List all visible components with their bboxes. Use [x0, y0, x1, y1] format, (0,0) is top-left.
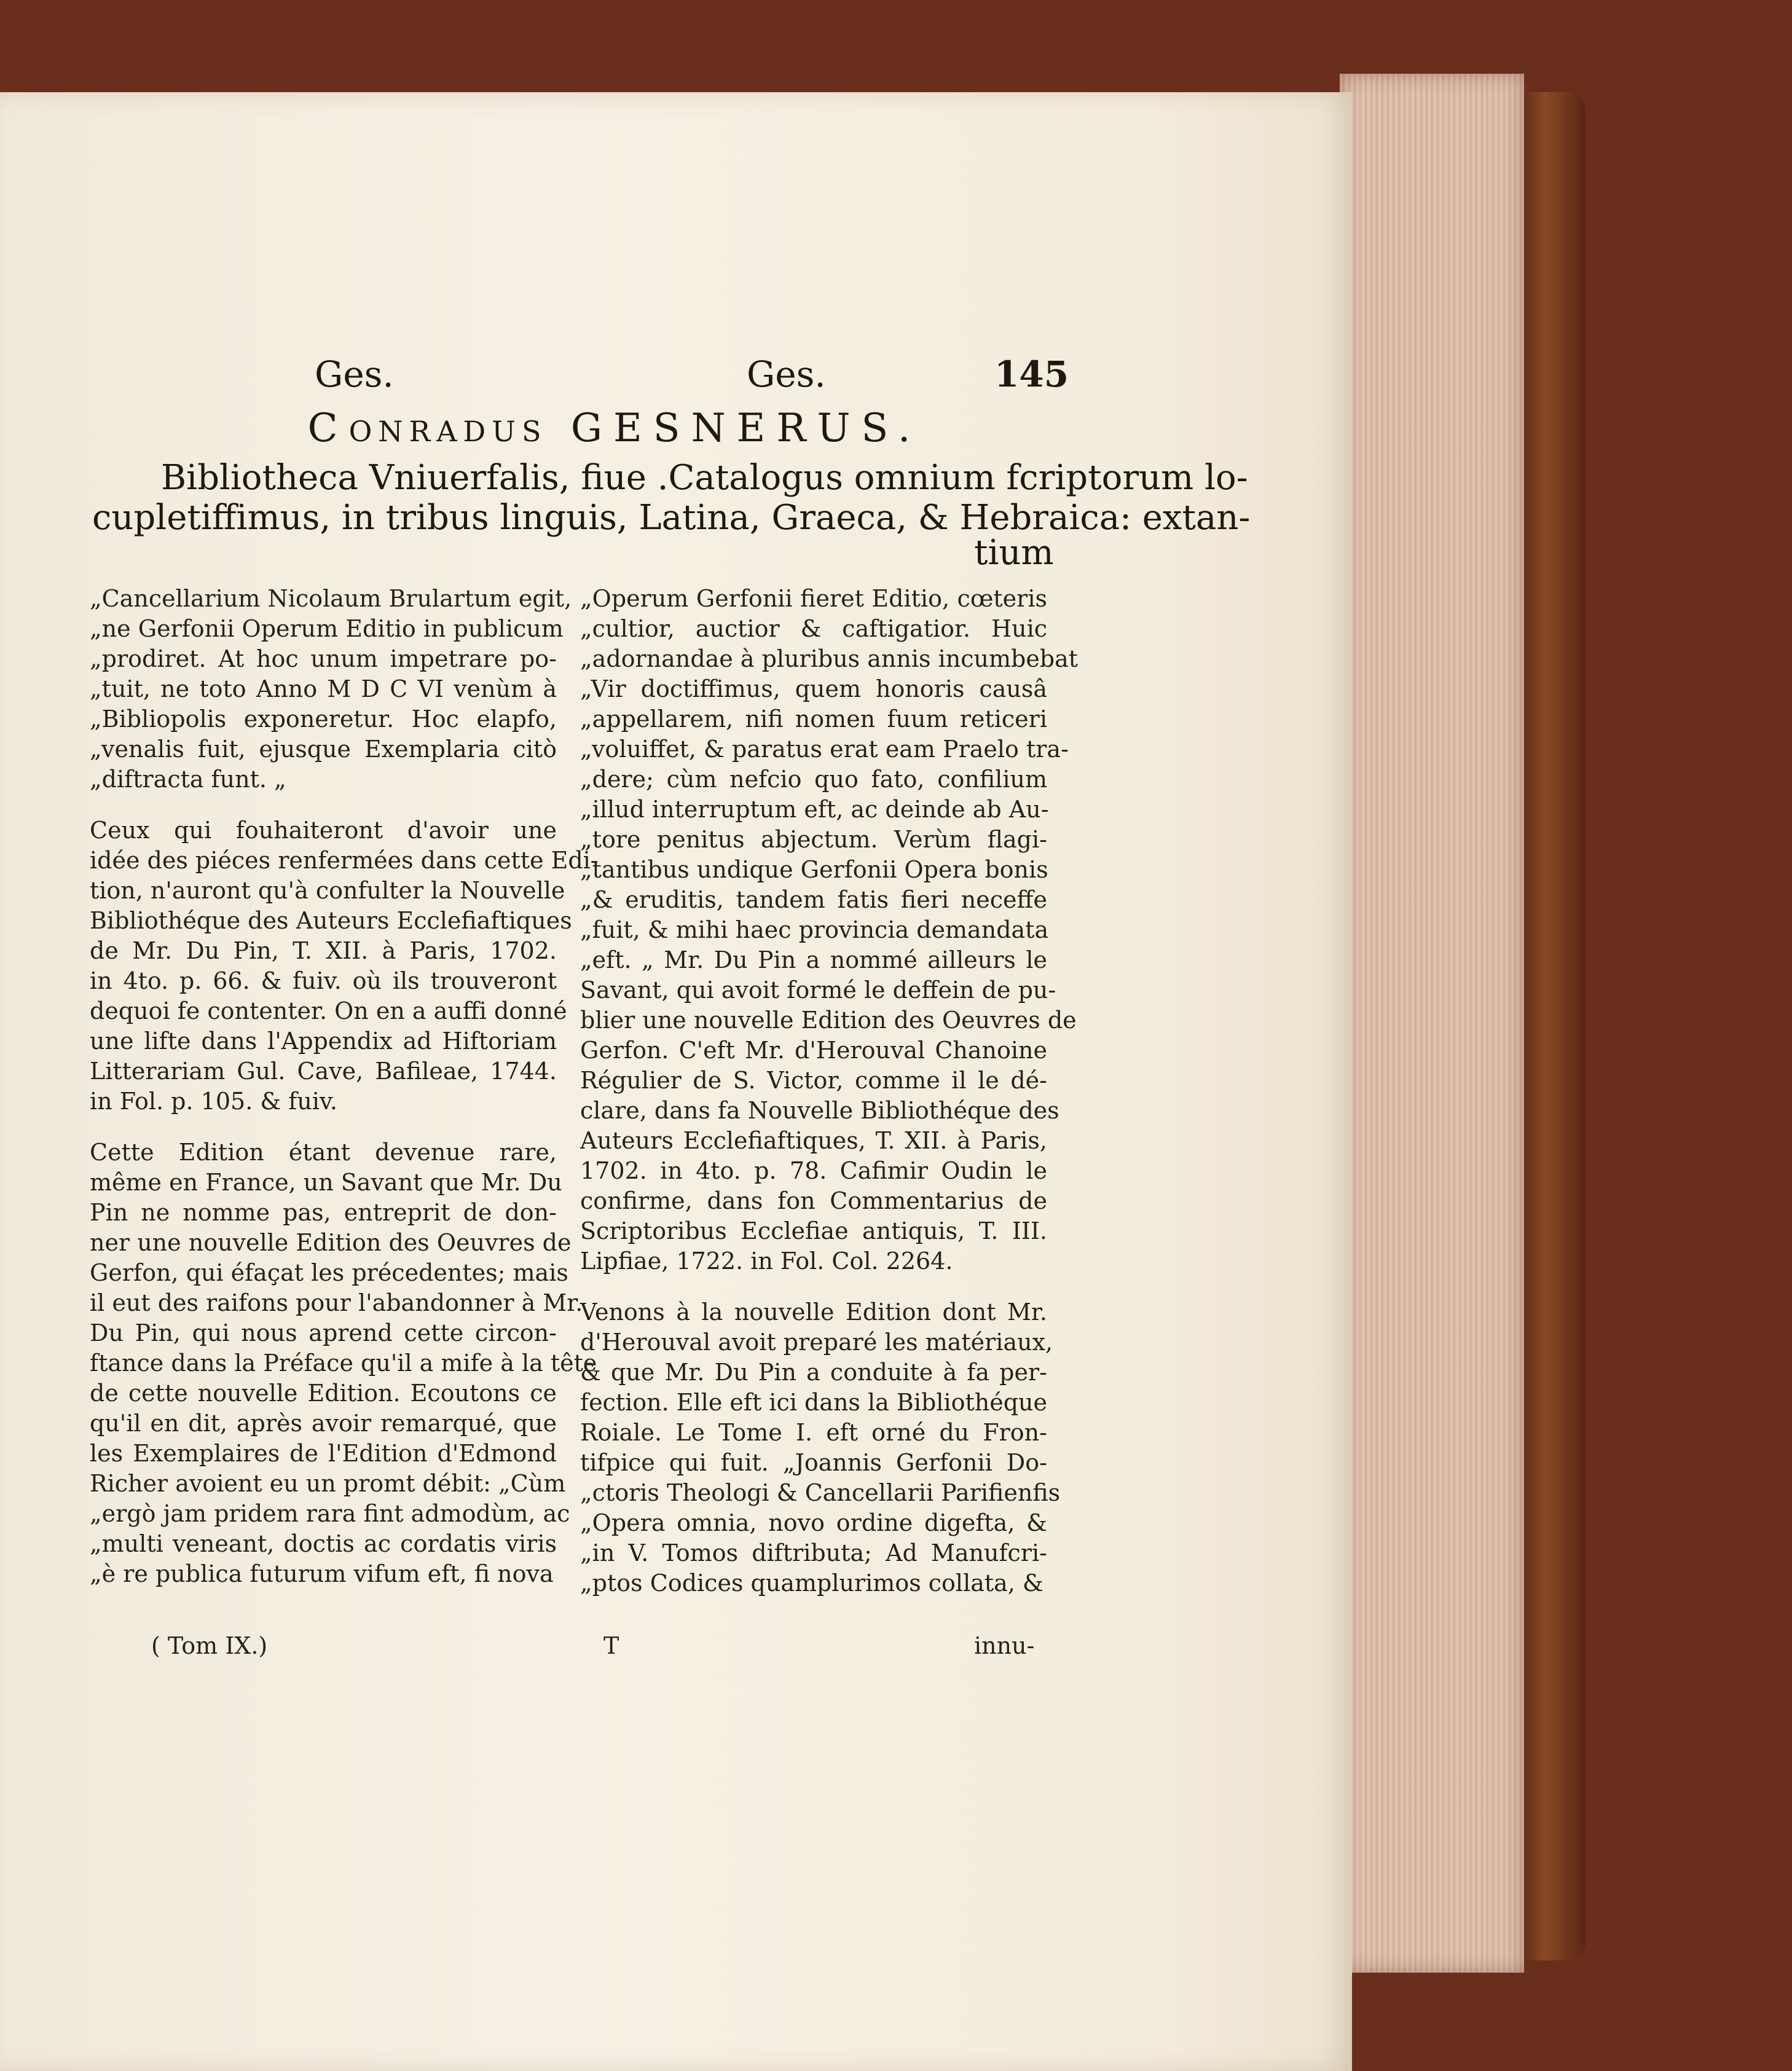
text-line: Régulier de S. Victor, comme il le dé- [580, 1067, 1047, 1094]
page-number: 145 [994, 353, 1069, 395]
page-block-edge [1340, 74, 1524, 1973]
text-line: clare, dans fa Nouvelle Bibliothéque des [580, 1097, 1059, 1124]
text-line: „ergò jam pridem rara fint admodùm, ac [90, 1500, 570, 1527]
text-line: idée des piéces renfermées dans cette Edi- [90, 847, 599, 874]
text-line: Lipfiae, 1722. in Fol. Col. 2264. [580, 1248, 953, 1275]
left-column [90, 584, 599, 1589]
right-paragraph [580, 1297, 1061, 1598]
text-line: Roiale. Le Tome I. eft orné du Fron- [580, 1419, 1047, 1446]
text-line: „tantibus undique Gerfonii Opera bonis [580, 856, 1048, 883]
title-initial: C [307, 406, 349, 451]
text-line: il eut des raifons pour l'abandonner à Mr. [90, 1289, 583, 1316]
text-line: „multi veneant, doctis ac cordatis viris [90, 1530, 557, 1557]
right-column [580, 584, 1079, 1598]
text-line: & que Mr. Du Pin a conduite à fa per- [580, 1359, 1047, 1386]
text-line: qu'il en dit, après avoir remarqué, que [90, 1410, 557, 1437]
text-line: 1702. in 4to. p. 78. Cafimir Oudin le [580, 1157, 1047, 1184]
text-line: Bibliothéque des Auteurs Ecclefiaftiques [90, 907, 572, 934]
text-line: ftance dans la Préface qu'il a mife à la tête [90, 1350, 597, 1377]
text-line: Gerfon. C'eft Mr. d'Herouval Chanoine [580, 1037, 1047, 1064]
paragraph-gap [90, 1117, 557, 1138]
text-line: Venons à la nouvelle Edition dont Mr. [580, 1299, 1047, 1326]
text-line: „adornandae à pluribus annis incumbebat [580, 645, 1079, 672]
volume-note: ( Tom IX.) [151, 1632, 268, 1659]
heading-line-2: cupletiffimus, in tribus linguis, Latina, Graeca, & Hebraica: extan- [92, 498, 1251, 538]
text-line: confirme, dans fon Commentarius de [580, 1187, 1047, 1214]
text-line: Ceux qui fouhaiteront d'avoir une [90, 817, 557, 844]
heading-line-3: tium [974, 533, 1054, 573]
text-line: „Operum Gerfonii fieret Editio, cœteris [580, 585, 1047, 612]
running-head-left: Ges. [315, 353, 394, 395]
text-line: d'Herouval avoit preparé les matériaux, [580, 1329, 1053, 1356]
text-line: „tuit, ne toto Anno M D C VI venùm à [90, 675, 557, 702]
heading-line-1: Bibliotheca Vniuerfalis, fiue .Catalogus omnium fcriptorum lo- [161, 458, 1248, 498]
signature-mark: T [603, 1632, 619, 1659]
paragraph-gap [580, 1276, 1047, 1297]
text-line: les Exemplaires de l'Edition d'Edmond [90, 1440, 557, 1467]
book-page [0, 92, 1352, 2071]
text-line: in Fol. p. 105. & fuiv. [90, 1088, 337, 1115]
text-line: „Vir doctiffimus, quem honoris causâ [580, 675, 1047, 702]
text-line: „ptos Codices quamplurimos collata, & [580, 1570, 1043, 1597]
text-line: tion, n'auront qu'à confulter la Nouvelle [90, 877, 565, 904]
text-line: Richer avoient eu un promt débit: „Cùm [90, 1470, 566, 1497]
text-line: „ne Gerfonii Operum Editio in publicum [90, 615, 564, 642]
text-line: „eft. „ Mr. Du Pin a nommé ailleurs le [580, 946, 1047, 973]
left-paragraph [90, 1138, 597, 1589]
text-line: „ctoris Theologi & Cancellarii Parifienfis [580, 1479, 1061, 1506]
text-line: Cette Edition étant devenue rare, [90, 1139, 557, 1166]
text-line: Pin ne nomme pas, entreprit de don- [90, 1199, 557, 1226]
text-line: fection. Elle eft ici dans la Bibliothéque [580, 1389, 1047, 1416]
text-line: „Bibliopolis exponeretur. Hoc elapfo, [90, 705, 557, 733]
text-line: Savant, qui avoit formé le deffein de pu- [580, 977, 1056, 1004]
text-line: „in V. Tomos diftributa; Ad Manufcri- [580, 1539, 1047, 1566]
right-paragraph [580, 584, 1079, 1276]
left-paragraph [90, 815, 599, 1117]
text-line: „voluiffet, & paratus erat eam Praelo tra- [580, 736, 1069, 763]
text-line: ner une nouvelle Edition des Oeuvres de [90, 1229, 572, 1256]
text-line: „diftracta funt. „ [90, 766, 286, 793]
text-line: „venalis fuit, ejusque Exemplaria citò [90, 736, 557, 763]
text-line: une lifte dans l'Appendix ad Hiftoriam [90, 1028, 557, 1055]
title-surname: GESNERUS. [570, 406, 922, 451]
text-line: „è re publica futurum vifum eft, fi nova [90, 1560, 554, 1587]
text-line: „illud interruptum eft, ac deinde ab Au- [580, 796, 1049, 823]
text-line: „fuit, & mihi haec provincia demandata [580, 916, 1049, 943]
text-line: de Mr. Du Pin, T. XII. à Paris, 1702. [90, 937, 557, 964]
text-line: „Opera omnia, novo ordine digefta, & [580, 1509, 1047, 1536]
text-line: „tore penitus abjectum. Verùm flagi- [580, 826, 1047, 853]
text-line: de cette nouvelle Edition. Ecoutons ce [90, 1380, 557, 1407]
text-line: „cultior, auctior & caftigatior. Huic [580, 615, 1047, 642]
text-line: „Cancellarium Nicolaum Brulartum egit, [90, 585, 572, 612]
text-line: même en France, un Savant que Mr. Du [90, 1169, 562, 1196]
text-line: „prodiret. At hoc unum impetrare po- [90, 645, 557, 672]
text-line: Scriptoribus Ecclefiae antiquis, T. III. [580, 1217, 1047, 1244]
text-line: in 4to. p. 66. & fuiv. où ils trouveront [90, 967, 557, 994]
text-line: „dere; cùm nefcio quo fato, confilium [580, 766, 1047, 793]
text-line: blier une nouvelle Edition des Oeuvres de [580, 1007, 1077, 1034]
catchword: innu- [974, 1632, 1035, 1659]
text-line: Auteurs Ecclefiaftiques, T. XII. à Paris, [580, 1127, 1047, 1154]
text-line: tifpice qui fuit. „Joannis Gerfonii Do- [580, 1449, 1047, 1476]
left-paragraph [90, 584, 572, 795]
running-head-right: Ges. [747, 353, 826, 395]
paragraph-gap [90, 795, 557, 815]
text-line: Litterariam Gul. Cave, Bafileae, 1744. [90, 1058, 557, 1085]
text-line: „appellarem, nifi nomen fuum reticeri [580, 705, 1047, 733]
text-line: Du Pin, qui nous aprend cette circon- [90, 1319, 557, 1346]
text-line: dequoi fe contenter. On en a auffi donné [90, 997, 567, 1024]
title-first-rest: ONRADUS [348, 415, 548, 448]
entry-title [0, 406, 1229, 451]
text-line: „& eruditis, tandem fatis fieri neceffe [580, 886, 1047, 913]
text-line: Gerfon, qui éfaçat les précedentes; mais [90, 1259, 568, 1286]
